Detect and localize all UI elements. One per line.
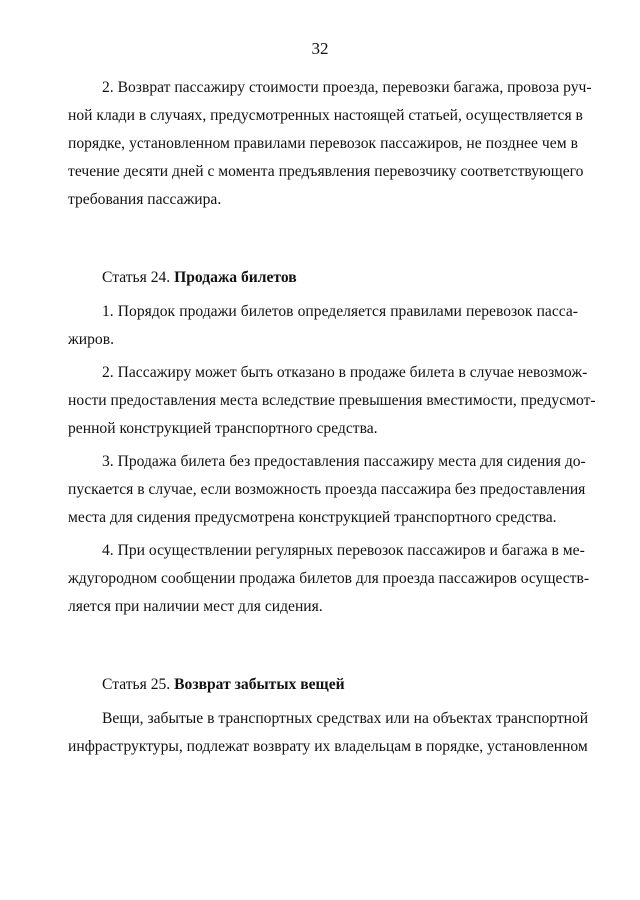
article-number: Статья 24. — [102, 269, 171, 286]
text-line: инфраструктуры, подлежат возврату их владельцам в порядке, установленном — [68, 738, 588, 755]
article-24-heading — [68, 264, 578, 292]
text-line: Вещи, забытые в транспортных средствах или на объектах транспортной — [102, 710, 589, 727]
article-number: Статья 25. — [102, 676, 171, 693]
text-line: порядке, установленном правилами перевозок пассажиров, не позднее чем в — [68, 135, 578, 152]
text-line: ренной конструкцией транспортного средства. — [68, 420, 378, 437]
paragraph-refund-clause-2 — [68, 74, 592, 214]
text-line: пускается в случае, если возможность проезда пассажира без предоставления — [68, 481, 586, 498]
text-line: ности предоставления места вследствие превышения вместимости, предусмот- — [68, 392, 596, 409]
paragraph-article-25-body — [68, 705, 589, 761]
text-line: течение десяти дней с момента предъявления перевозчику соответствующего — [68, 163, 584, 180]
text-line: 1. Порядок продажи билетов определяется правилами перевозок пасса- — [102, 303, 578, 320]
paragraph-article-24-clause-4 — [68, 537, 590, 621]
text-line: 2. Возврат пассажиру стоимости проезда, перевозки багажа, провоза руч- — [102, 79, 592, 96]
document-body — [68, 74, 596, 766]
page-number: 32 — [311, 39, 329, 58]
text-line: 2. Пассажиру может быть отказано в продаже билета в случае невозмож- — [102, 364, 588, 381]
text-line: 4. При осуществлении регулярных перевозок пассажиров и багажа в ме- — [102, 542, 585, 559]
paragraph-article-24-clause-1 — [68, 298, 578, 354]
article-title: Возврат забытых вещей — [174, 676, 345, 693]
text-line: ждугородном сообщении продажа билетов для проезда пассажиров осуществ- — [68, 570, 590, 587]
paragraph-article-24-clause-2 — [68, 359, 596, 443]
text-line: требования пассажира. — [68, 191, 222, 208]
article-25-heading — [68, 671, 578, 699]
article-title: Продажа билетов — [174, 269, 297, 286]
text-line: жиров. — [68, 331, 114, 348]
text-line: ляется при наличии мест для сидения. — [68, 598, 323, 615]
text-line: 3. Продажа билета без предоставления пассажиру места для сидения до- — [102, 453, 586, 470]
paragraph-article-24-clause-3 — [68, 448, 586, 532]
text-line: ной клади в случаях, предусмотренных настоящей статьей, осуществляется в — [68, 107, 583, 124]
text-line: места для сидения предусмотрена конструкцией транспортного средства. — [68, 509, 557, 526]
